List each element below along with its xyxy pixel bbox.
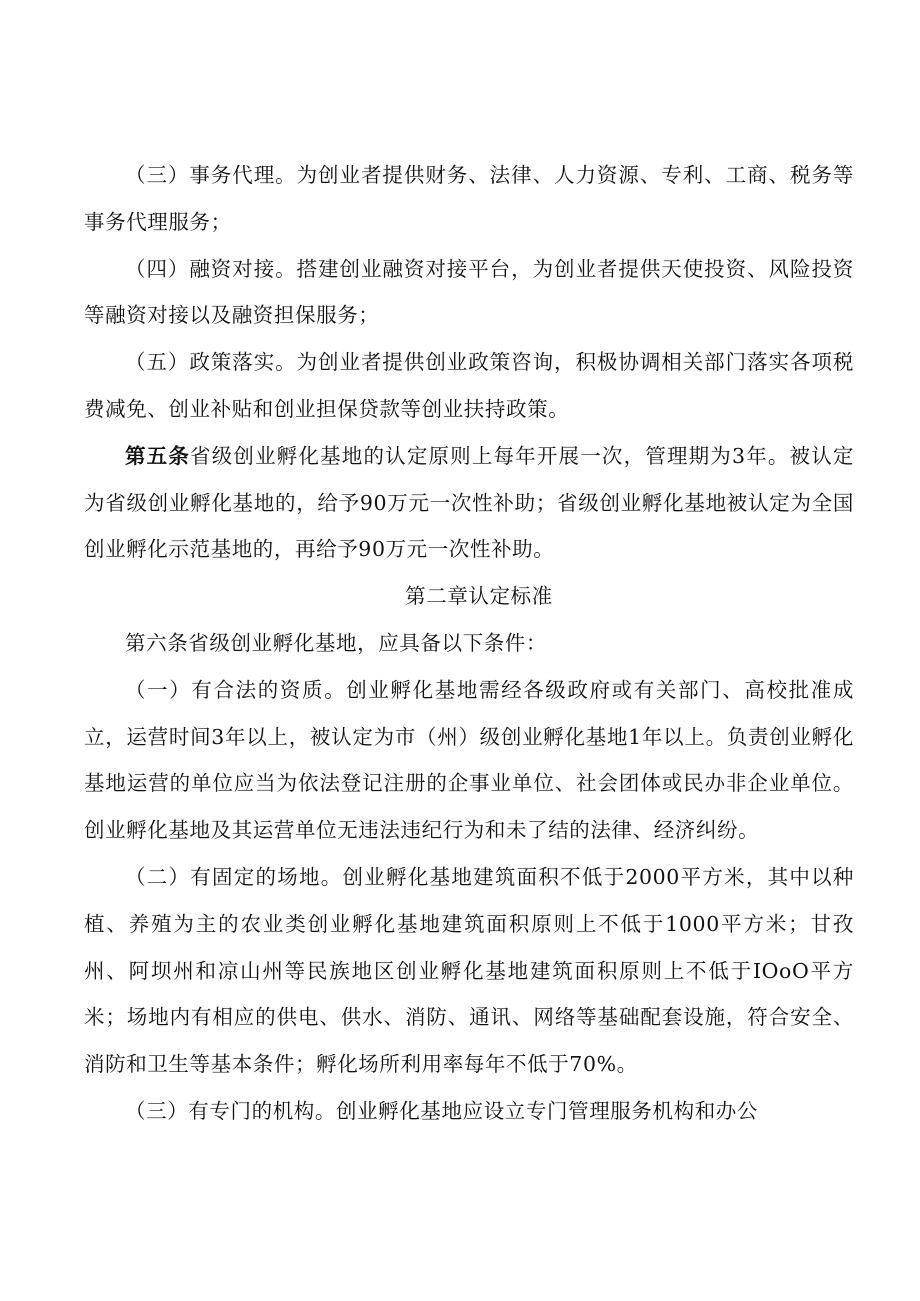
paragraph-text: （四）融资对接。搭建创业融资对接平台，为创业者提供天使投资、风险投资等融资对接以及融资担保服务； bbox=[84, 256, 854, 328]
paragraph-text: （三）有专门的机构。创业孵化基地应设立专门管理服务机构和办公 bbox=[125, 1098, 758, 1123]
paragraph-text: （三）事务代理。为创业者提供财务、法律、人力资源、专利、工商、税务等事务代理服务； bbox=[84, 163, 854, 234]
paragraph-organization bbox=[84, 1088, 854, 1135]
document-body bbox=[84, 152, 854, 1135]
paragraph-agency-services bbox=[84, 152, 854, 246]
paragraph-text: （一）有合法的资质。创业孵化基地需经各级政府或有关部门、高校批准成立，运营时间3年以上，被认定为市（州）级创业孵化基地1年以上。负责创业孵化基地运营的单位应当为依法登记注册的企事业单位、社会团体或民办非企业单位。创业孵化基地及其运营单位无违法违纪行为和未了结的法律、经济纠纷。 bbox=[84, 677, 854, 843]
article-6 bbox=[84, 620, 854, 667]
paragraph-text: 省级创业孵化基地的认定原则上每年开展一次，管理期为3年。被认定为省级创业孵化基地的，给予90万元一次性补助；省级创业孵化基地被认定为全国创业孵化示范基地的，再给予90万元一次性补助。 bbox=[84, 443, 855, 562]
paragraph-venue bbox=[84, 854, 854, 1088]
paragraph-policy bbox=[84, 339, 854, 433]
paragraph-qualification bbox=[84, 667, 854, 854]
article-5 bbox=[84, 433, 854, 573]
chapter-heading: 第二章认定标准 bbox=[405, 584, 553, 609]
paragraph-financing bbox=[84, 246, 854, 340]
paragraph-text: 第六条省级创业孵化基地，应具备以下条件： bbox=[125, 630, 547, 655]
paragraph-text: （五）政策落实。为创业者提供创业政策咨询，积极协调相关部门落实各项税费减免、创业补贴和创业担保贷款等创业扶持政策。 bbox=[84, 350, 854, 421]
article-label: 第五条 bbox=[125, 443, 191, 468]
paragraph-text: （二）有固定的场地。创业孵化基地建筑面积不低于2000平方米，其中以种植、养殖为主的农业类创业孵化基地建筑面积原则上不低于1000平方米；甘孜州、阿坝州和凉山州等民族地区创业孵化基地建筑面积原则上不低于IOoO平方米；场地内有相应的供电、供水、消防、通讯、网络等基础配套设施，符合安全、消防和卫生等基本条件；孵化场所利用率每年不低于70%。 bbox=[84, 864, 854, 1077]
